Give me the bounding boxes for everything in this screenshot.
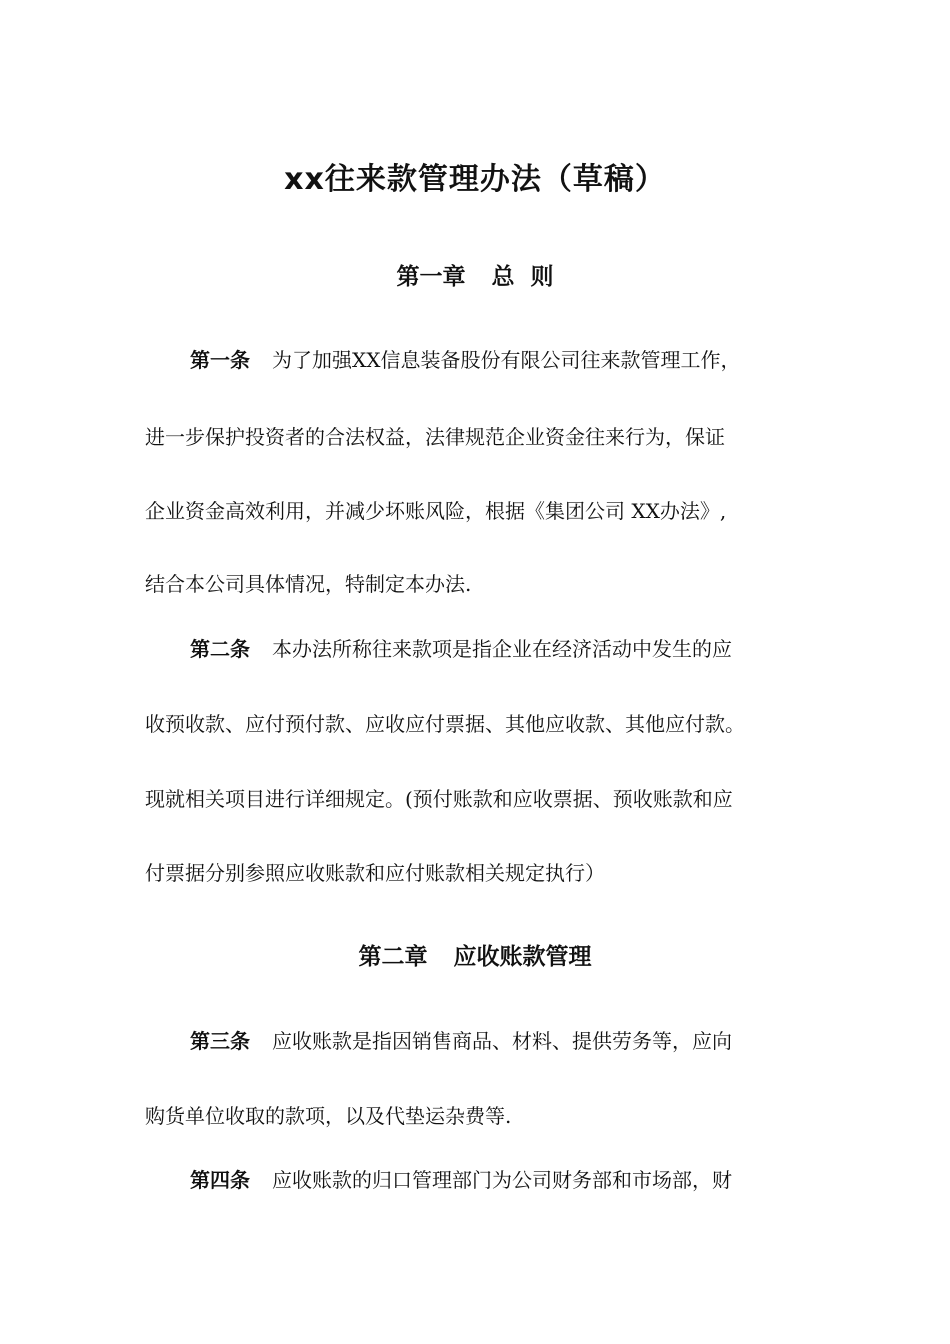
article-1-label: 第一条 (190, 348, 250, 372)
article-2-line-4: 付票据分别参照应收账款和应付账款相关规定执行） (145, 861, 605, 885)
document-title: xx往来款管理办法（草稿） (284, 162, 666, 197)
article-2-line-1 (190, 632, 870, 666)
article-4-text: 应收账款的归口管理部门为公司财务部和市场部，财 (272, 1168, 732, 1192)
chapter-1-heading (0, 259, 950, 295)
article-4-line-1 (190, 1163, 870, 1197)
article-1-line-3: 企业资金高效利用，并减少坏账风险，根据《集团公司 XX办法》, (145, 499, 727, 523)
article-1-text: 为了加强XX信息装备股份有限公司往来款管理工作， (272, 348, 741, 372)
article-2-text: 本办法所称往来款项是指企业在经济活动中发生的应 (272, 637, 732, 661)
chapter-2-heading (0, 939, 950, 975)
article-2-line-2: 收预收款、应付预付款、应收应付票据、其他应收款、其他应付款。 (145, 712, 745, 736)
article-3-label: 第三条 (190, 1029, 250, 1053)
article-3-text: 应收账款是指因销售商品、材料、提供劳务等，应向 (272, 1029, 732, 1053)
article-2-line-3: 现就相关项目进行详细规定。(预付账款和应收票据、预收账款和应 (145, 787, 733, 811)
article-1-line-4: 结合本公司具体情况，特制定本办法. (145, 572, 472, 596)
article-1-line-2: 进一步保护投资者的合法权益，法律规范企业资金往来行为，保证 (145, 425, 725, 449)
chapter-1-label: 第一章 (396, 264, 466, 290)
article-3-line-2: 购货单位收取的款项，以及代垫运杂费等. (145, 1104, 512, 1128)
chapter-2-label: 第二章 (358, 944, 428, 970)
article-4-label: 第四条 (190, 1168, 250, 1192)
article-3-line-1 (190, 1024, 870, 1058)
article-2-label: 第二条 (190, 637, 250, 661)
chapter-1-name: 总 则 (491, 264, 554, 290)
article-1-line-1 (190, 343, 870, 377)
chapter-2-name: 应收账款管理 (453, 944, 592, 970)
